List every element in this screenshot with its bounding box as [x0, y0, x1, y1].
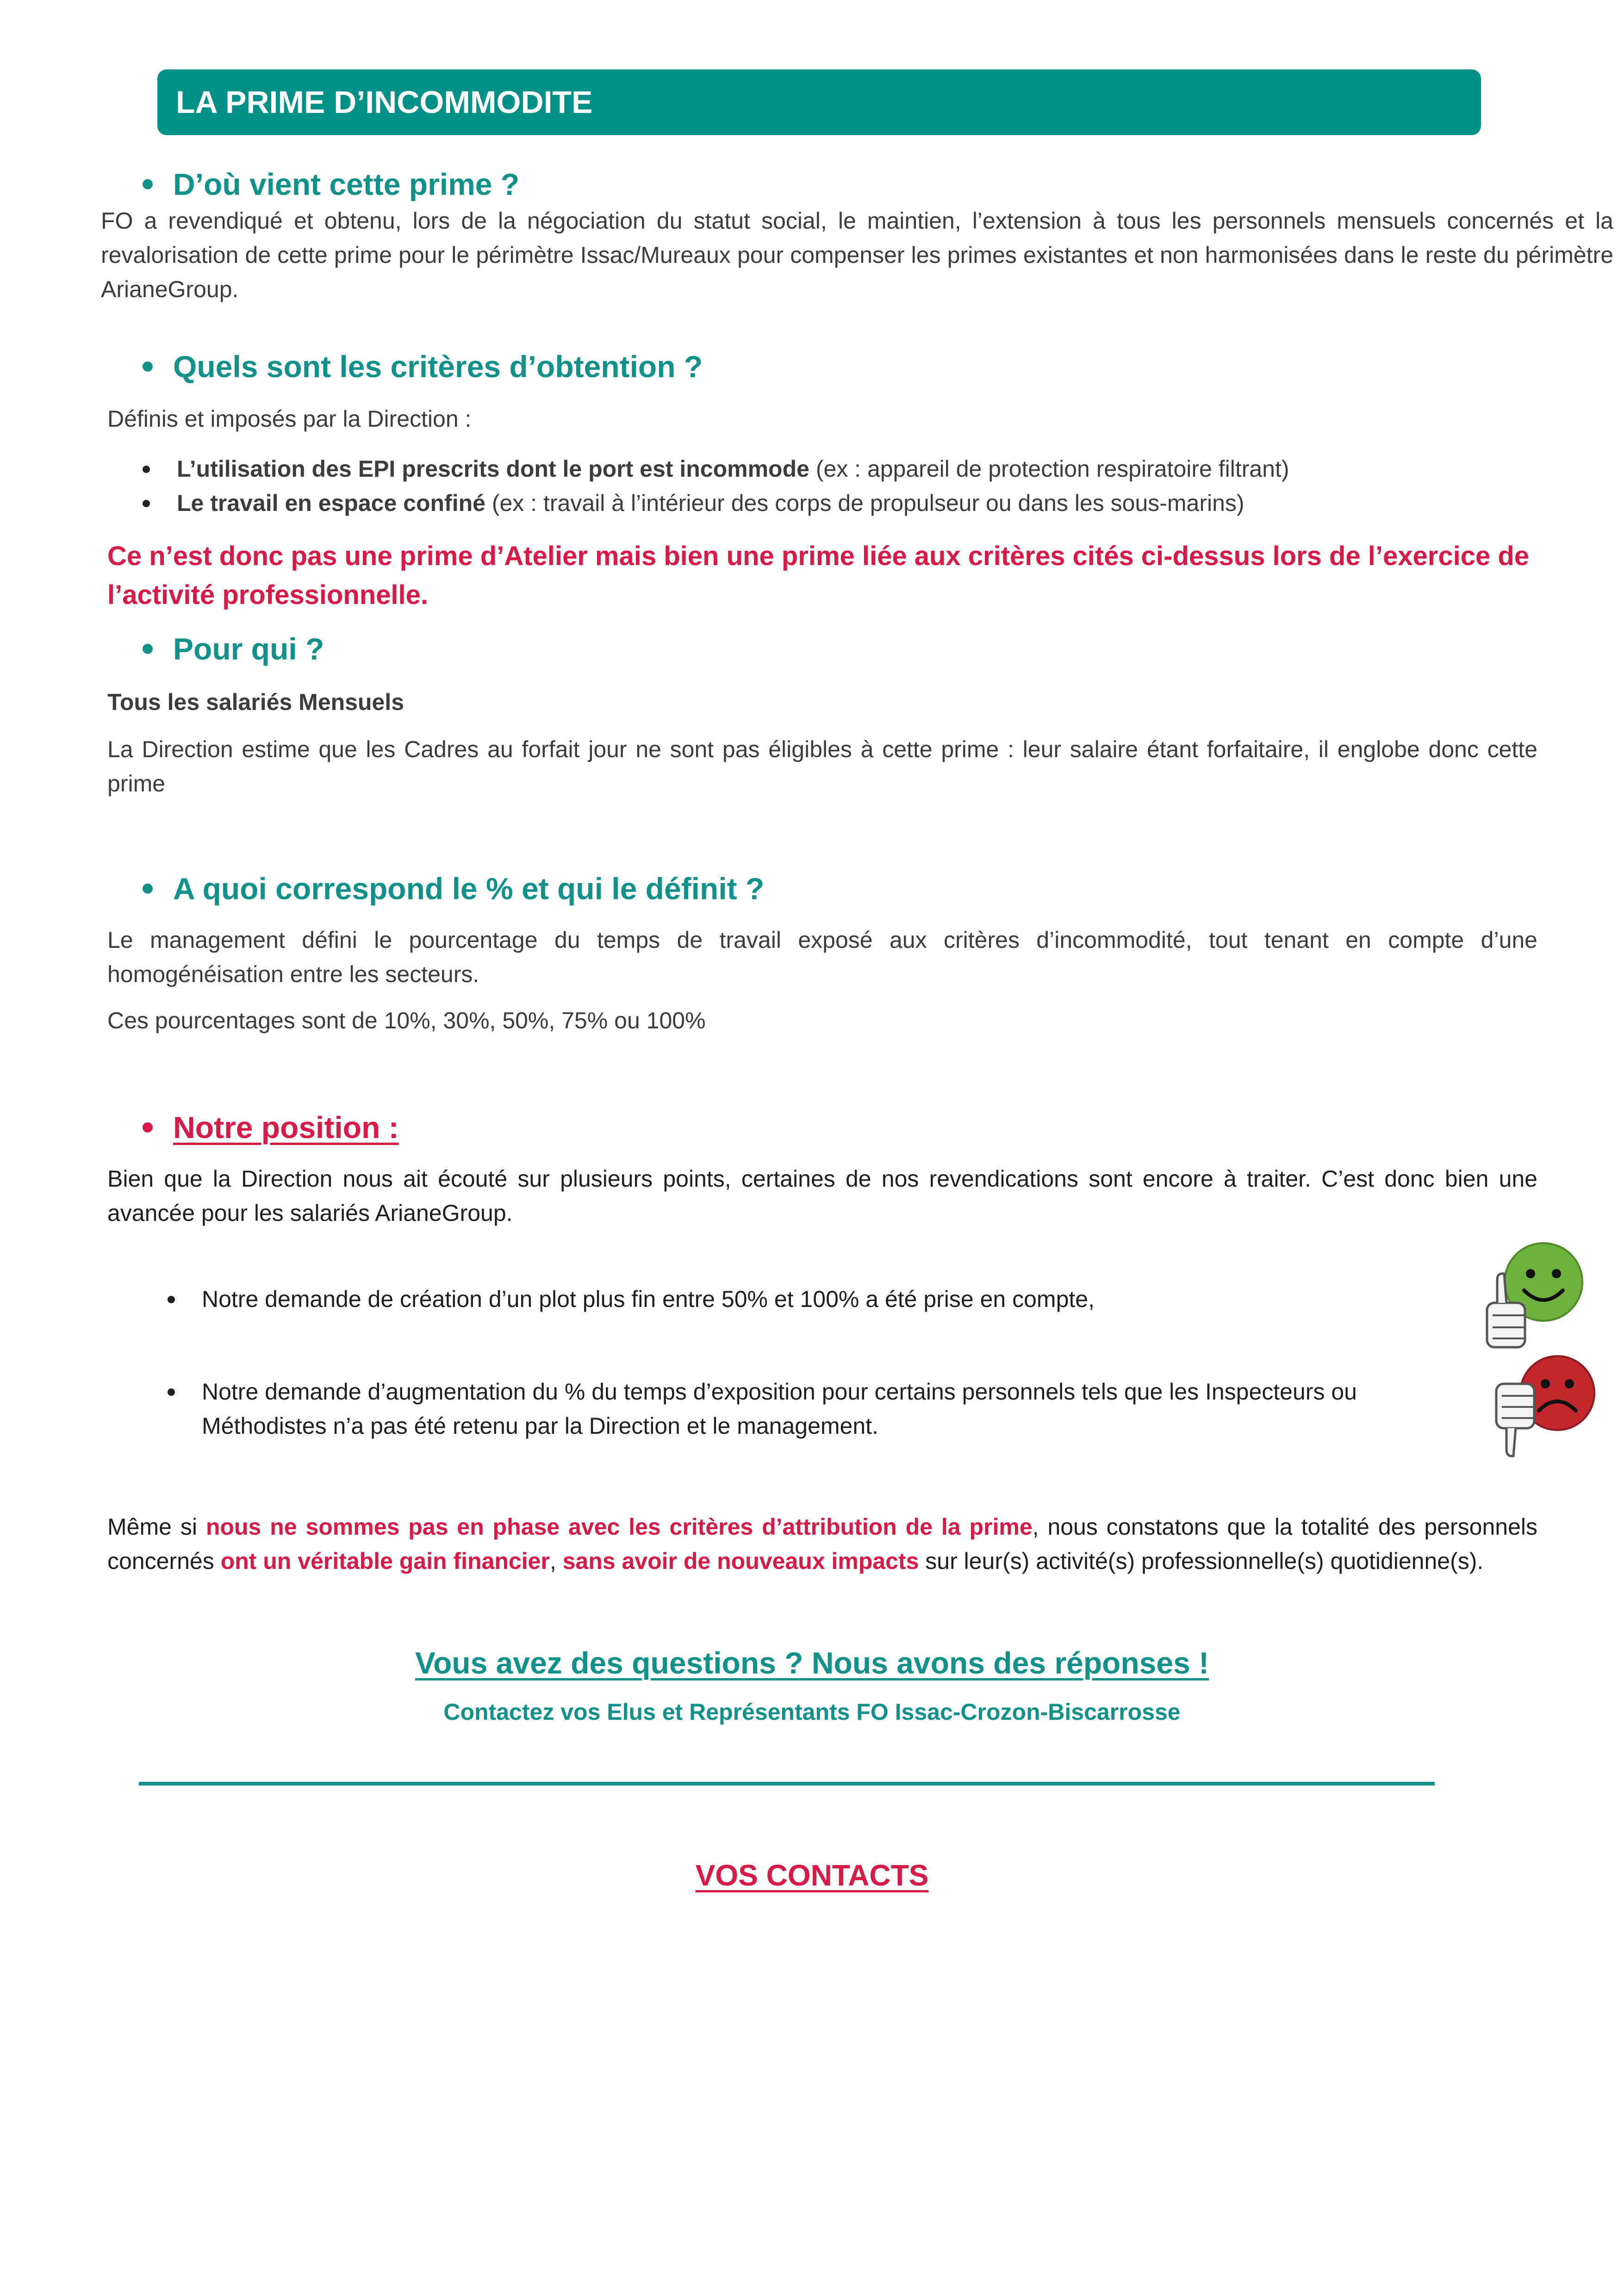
- who-bold-line: Tous les salariés Mensuels: [107, 689, 404, 715]
- criteria-note: Ce n’est donc pas une prime d’Atelier mais bien une prime liée aux critères cités ci-dessus lors de l’exercice de l’activité professionnelle.: [107, 541, 1530, 610]
- contact-line: Contactez vos Elus et Représentants FO Issac-Crozon-Biscarrosse: [443, 1699, 1181, 1725]
- conclusion-highlight: ont un véritable gain financier: [220, 1548, 550, 1574]
- conclusion-highlight: nous ne sommes pas en phase avec les critères d’attribution de la prime: [205, 1514, 1033, 1540]
- criteria-item: [177, 452, 1547, 486]
- banner-title: LA PRIME D’INCOMMODITE: [176, 85, 593, 120]
- thumbs-down-frown-icon: [1493, 1351, 1599, 1462]
- heading-text: A quoi correspond le % et qui le définit ?: [173, 871, 765, 906]
- position-item-text: Notre demande de création d’un plot plus fin entre 50% et 100% a été prise en compte,: [202, 1286, 1095, 1312]
- bullet-icon: [143, 466, 150, 473]
- questions-heading: Vous avez des questions ? Nous avons des réponses !: [415, 1646, 1209, 1680]
- heading-text: Notre position :: [173, 1110, 399, 1145]
- who-text: La Direction estime que les Cadres au forfait jour ne sont pas éligibles à cette prime : leur salaire étant forfaitaire, il englobe donc cette prime: [107, 736, 1537, 796]
- bullet-icon: [168, 1388, 175, 1396]
- position-text: Bien que la Direction nous ait écouté sur plusieurs points, certaines de nos revendications sont encore à traiter. C’est donc bien une avancée pour les salariés ArianeGroup.: [107, 1166, 1537, 1226]
- bullet-icon: [168, 1296, 175, 1303]
- section-origin-text: FO a revendiqué et obtenu, lors de la négociation du statut social, le maintien, l’extension à tous les personnels mensuels concernés et la revalorisation de cette prime pour le périmètre Issac/Mureaux pour compenser les primes existantes et non harmonisées dans le reste du périmètre ArianeGroup.: [101, 208, 1613, 302]
- bullet-icon: [143, 1122, 153, 1132]
- criteria-item: [177, 486, 1547, 520]
- conclusion-text: Même si: [107, 1514, 206, 1540]
- section-percentage-heading: [143, 870, 764, 907]
- footer-divider: [139, 1782, 1435, 1786]
- percentage-values: Ces pourcentages sont de 10%, 30%, 50%, 75% ou 100%: [107, 1008, 706, 1033]
- conclusion-text: ,: [549, 1548, 563, 1574]
- position-item-text: Notre demande d’augmentation du % du temps d’exposition pour certains personnels tels que les Inspecteurs ou Méthodistes n’a pas été retenu par la Direction et le management.: [202, 1379, 1357, 1439]
- conclusion-text: sur leur(s) activité(s) professionnelle(s) quotidienne(s).: [919, 1548, 1484, 1574]
- conclusion-text: , nous constatons que la totalité des personnels concernés: [107, 1514, 1537, 1574]
- position-item-positive: [202, 1282, 1461, 1316]
- thumbs-up-smiley-icon: [1479, 1240, 1590, 1351]
- percentage-text: Le management défini le pourcentage du temps de travail exposé aux critères d’incommodité, tout tenant en compte d’une homogénéisation entre les secteurs.: [107, 927, 1537, 987]
- heading-text: D’où vient cette prime ?: [173, 167, 520, 201]
- criteria-item-rest: (ex : travail à l’intérieur des corps de propulseur ou dans les sous-marins): [485, 490, 1244, 516]
- position-item-negative: [202, 1375, 1479, 1443]
- heading-text: Pour qui ?: [173, 632, 324, 666]
- section-criteria-heading: [143, 348, 703, 385]
- criteria-item-bold: Le travail en espace confiné: [177, 490, 485, 516]
- contacts-title: VOS CONTACTS: [695, 1859, 929, 1892]
- criteria-item-rest: (ex : appareil de protection respiratoire filtrant): [809, 456, 1289, 482]
- bullet-icon: [143, 884, 153, 894]
- bullet-icon: [143, 361, 153, 372]
- section-who-heading: [143, 630, 324, 667]
- conclusion-paragraph: [107, 1510, 1537, 1578]
- section-origin-heading: [143, 166, 519, 203]
- bullet-icon: [143, 500, 150, 507]
- criteria-intro: Définis et imposés par la Direction :: [107, 406, 472, 432]
- conclusion-highlight: sans avoir de nouveaux impacts: [562, 1548, 919, 1574]
- heading-text: Quels sont les critères d’obtention ?: [173, 349, 703, 384]
- bullet-icon: [143, 644, 153, 654]
- title-banner: [157, 69, 1481, 135]
- bullet-icon: [143, 179, 153, 189]
- section-position-heading: [143, 1109, 399, 1146]
- criteria-item-bold: L’utilisation des EPI prescrits dont le port est incommode: [177, 456, 809, 482]
